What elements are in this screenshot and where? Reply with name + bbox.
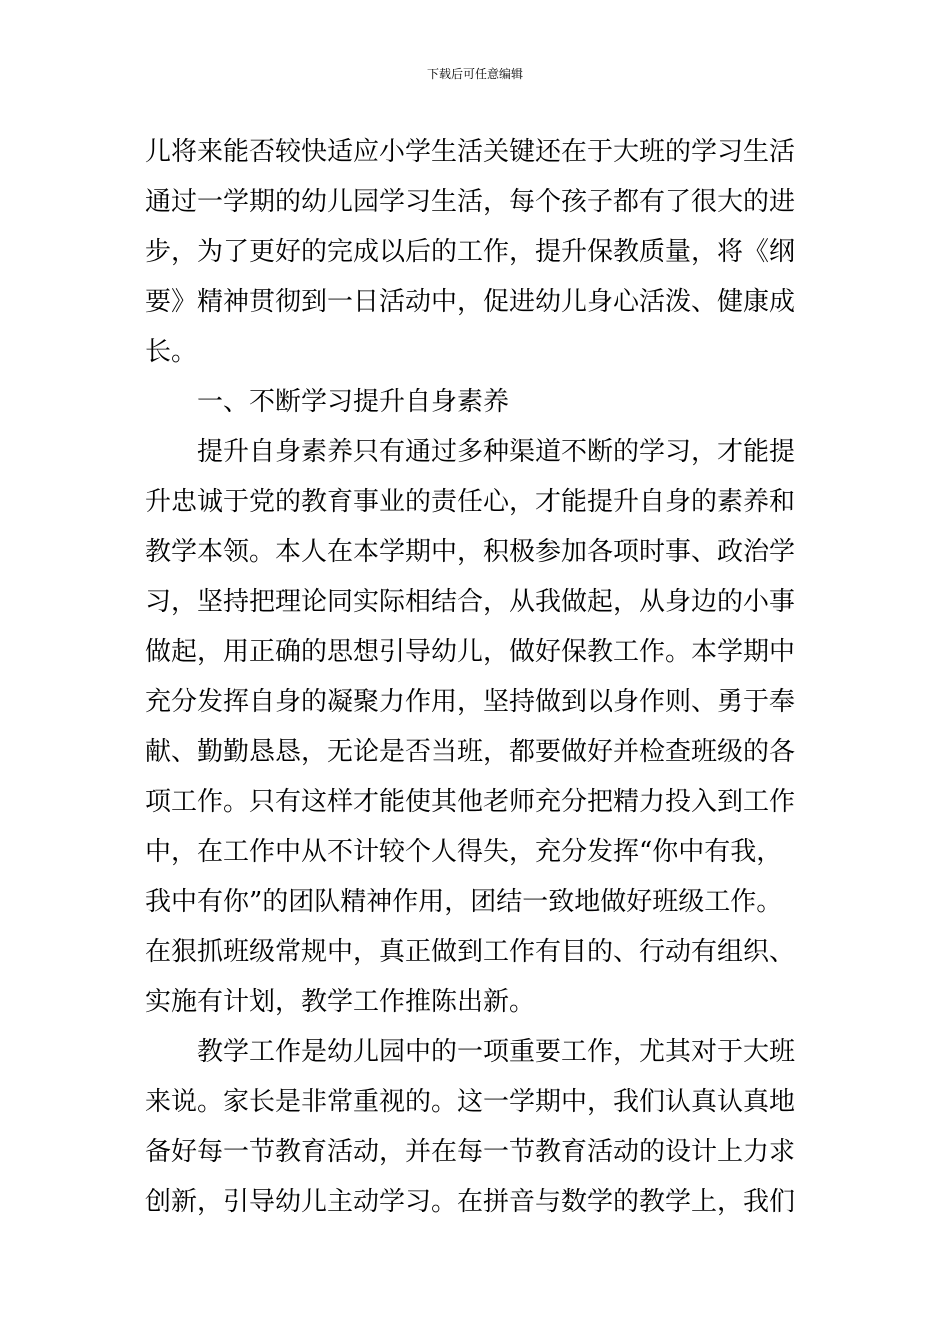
text-line: 通过一学期的幼儿园学习生活，每个孩子都有了很大的进 — [145, 187, 796, 217]
text-line: 备好每一节教育活动，并在每一节教育活动的设计上力求 — [145, 1137, 796, 1167]
body-text — [145, 127, 810, 1227]
text-line: 创新，引导幼儿主动学习。在拼音与数学的教学上，我们 — [145, 1187, 796, 1217]
paragraph-start: 提升自身素养只有通过多种渠道不断的学习，才能提 — [197, 437, 796, 467]
section-heading: 一、不断学习提升自身素养 — [197, 387, 510, 417]
paragraph-start: 教学工作是幼儿园中的一项重要工作，尤其对于大班 — [197, 1037, 796, 1067]
text-line: 中，在工作中从不计较个人得失，充分发挥“你中有我， — [145, 837, 783, 867]
text-line: 儿将来能否较快适应小学生活关键还在于大班的学习生活 — [145, 137, 796, 167]
text-line: 献、勤勤恳恳，无论是否当班，都要做好并检查班级的各 — [145, 737, 796, 767]
text-line: 我中有你”的团队精神作用，团结一致地做好班级工作。 — [145, 887, 783, 917]
text-line: 充分发挥自身的凝聚力作用，坚持做到以身作则、勇于奉 — [145, 687, 796, 717]
text-line: 做起，用正确的思想引导幼儿，做好保教工作。本学期中 — [145, 637, 796, 667]
text-line: 在狠抓班级常规中，真正做到工作有目的、行动有组织、 — [145, 937, 796, 967]
page-header: 下载后可任意编辑 — [426, 67, 523, 81]
text-line: 实施有计划，教学工作推陈出新。 — [145, 987, 536, 1017]
text-line: 要》精神贯彻到一日活动中，促进幼儿身心活泼、健康成 — [145, 287, 796, 317]
text-line: 项工作。只有这样才能使其他老师充分把精力投入到工作 — [145, 787, 796, 817]
text-line: 升忠诚于党的教育事业的责任心，才能提升自身的素养和 — [145, 487, 796, 517]
text-line: 习，坚持把理论同实际相结合，从我做起，从身边的小事 — [145, 587, 796, 617]
text-line: 教学本领。本人在本学期中，积极参加各项时事、政治学 — [145, 537, 796, 567]
text-line: 来说。家长是非常重视的。这一学期中，我们认真认真地 — [145, 1087, 796, 1117]
text-line: 长。 — [145, 337, 198, 367]
text-line: 步，为了更好的完成以后的工作，提升保教质量，将《纲 — [145, 237, 796, 267]
